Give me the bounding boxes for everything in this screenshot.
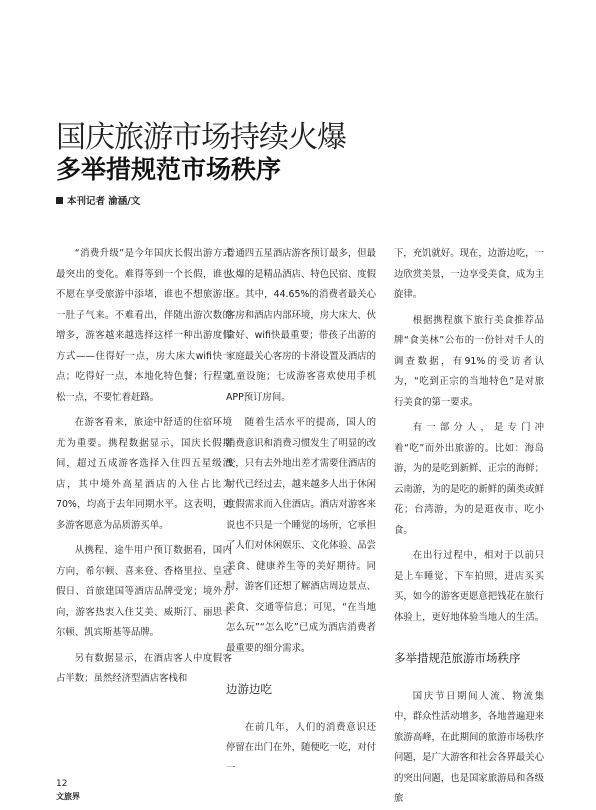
- page-number: 12: [56, 779, 68, 789]
- paragraph: 在游客看来，旅途中舒适的住宿环境尤为重要。携程数据显示，国庆长假期间，超过五成游客选择入住四五星级酒店，其中境外高星酒店的入住占比为70%，均高于去年同期水平。这表明，更多游客愿意为品质游买单。: [56, 417, 232, 531]
- paragraph: 从携程、途牛用户预订数据看，国内方向，希尔顿、喜来登、香格里拉、皇冠假日、首旅建国等酒店品牌受宠；境外方向，游客热衷入住艾美、威斯汀、丽思卡尔顿、凯宾斯基等品牌。: [56, 545, 232, 638]
- column-3: [394, 244, 544, 810]
- paragraph: 随着生活水平的提高，国人的消费意识和消费习惯发生了明显的改变，只有去外地出差才需要住酒店的时代已经过去，越来越多人出于休闲度假需求而入住酒店。酒店对游客来说也不只是一个睡觉的场所，它承担了人们对休闲娱乐、文化体验、品尝美食、健康养生等的美好期待。同时，游客们还想了解酒店周边景点、美食、交通等信息；可见，“在当地怎么玩”“怎么吃”已成为酒店消费者最重要的细分需求。: [226, 417, 377, 654]
- column-1: [56, 244, 232, 690]
- byline: [56, 193, 140, 207]
- paragraph: 国庆节日期间人流、物流集中，群众性活动增多，各地普遍迎来旅游高峰，在此期间的旅游市场秩序问题，是广大游客和社会各界最关心的突出问题，也是国家旅游局和各级旅: [394, 690, 545, 804]
- paragraph: 在前几年，人们的消费意识还停留在出门在外，随便吃一吃，对付一: [226, 721, 377, 774]
- article-title-line2: 多举措规范市场秩序: [56, 155, 282, 184]
- section-subheading: 边游边吃: [226, 682, 272, 696]
- byline-text: 本刊记者 渝涵/文: [67, 196, 141, 207]
- paragraph: 下，充饥就好。现在，边游边吃，一边欣赏美景，一边享受美食，成为主旋律。: [394, 248, 545, 300]
- paragraph: 在出行过程中，相对于以前只是上车睡觉、下车拍照，进店买买买，如今的游客更愿意把钱花在旅行体验上，更好地体验当地人的生活。: [394, 550, 545, 623]
- section-subheading: 多举措规范旅游市场秩序: [394, 651, 521, 665]
- bullet-square-icon: [56, 197, 63, 204]
- paragraph: 有一部分人，是专门冲着“吃”而外出旅游的。比如：海岛游，为的是吃到新鲜、正宗的海鲜；云南游，为的是吃的新鲜的菌类或鲜花；台湾游，为的是逛夜市、吃小食。: [394, 422, 545, 536]
- paragraph: “消费升级”是今年国庆长假出游方式最突出的变化。难得等到一个长假，谁也不愿在享受旅游中添堵，谁也不想旅游出一肚子气来。不难看出，伴随出游次数的增多，游客越来越选择这样一种出游度假方式——住得好一点，房大床大wifi快一点；吃得好一点，本地化特色餐；行程宽松一点，不要忙着赶路。: [56, 248, 232, 403]
- paragraph: 根据携程旗下旅行美食推荐品牌“食美林”公布的一份针对千人的调查数据，有91%的受访者认为，“吃到正宗的当地特色”是对旅行美食的第一要求。: [394, 314, 544, 408]
- paragraph: 另有数据显示，在酒店客人中度假客占半数；虽然经济型酒店客栈和: [56, 652, 232, 684]
- magazine-brand: 文旅界: [56, 792, 80, 801]
- paragraph: 普通四五星酒店游客预订最多，但最火爆的是精品酒店、特色民宿、度假区。其中，44.65%的消费者最关心客房和酒店内部环境，房大床大、伙食好、wifi快最重要；带孩子出游的家庭最关心客房的卡滑设置及酒店的儿童设施；七成游客喜欢使用手机APP预订房间。: [226, 248, 377, 403]
- column-2: [226, 244, 376, 779]
- article-title-line1: 国庆旅游市场持续火爆: [56, 120, 346, 155]
